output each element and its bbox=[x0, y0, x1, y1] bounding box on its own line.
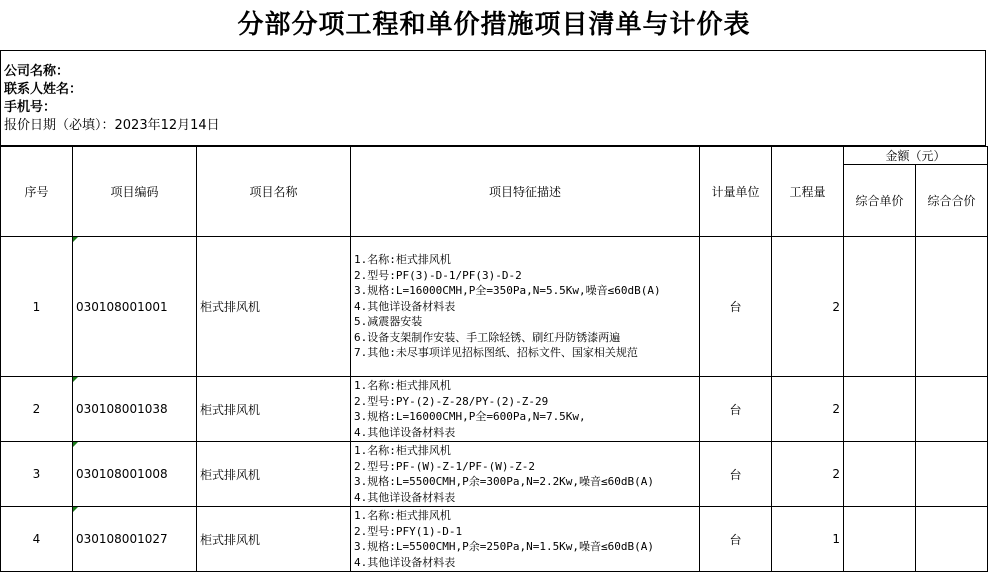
header-total-price: 综合合价 bbox=[916, 165, 988, 237]
row-name: 柜式排风机 bbox=[197, 507, 351, 572]
row-desc: 1.名称:柜式排风机 2.型号:PY-(2)-Z-28/PY-(2)-Z-29 3.规格:L=16000CMH,P全=600Pa,N=7.5Kw, 4.其他详设备材料表 bbox=[351, 377, 700, 442]
row-qty: 2 bbox=[772, 442, 844, 507]
row-total-price[interactable] bbox=[916, 442, 988, 507]
row-unit-price[interactable] bbox=[844, 507, 916, 572]
row-desc: 1.名称:柜式排风机 2.型号:PF(3)-D-1/PF(3)-D-2 3.规格:L=16000CMH,P全=350Pa,N=5.5Kw,噪音≤60dB(A) 4.其他详设备材料表 5.减震器安装 6.设备支架制作安装、手工除轻锈、刷红丹防锈漆两遍 7.其他:未尽事项详见招标图纸、招标文件、国家相关规范 bbox=[351, 237, 700, 377]
row-unit: 台 bbox=[700, 507, 772, 572]
row-unit-price[interactable] bbox=[844, 237, 916, 377]
row-unit: 台 bbox=[700, 237, 772, 377]
row-seq: 2 bbox=[1, 377, 73, 442]
row-name: 柜式排风机 bbox=[197, 442, 351, 507]
row-unit: 台 bbox=[700, 377, 772, 442]
header-amount: 金额（元） bbox=[844, 147, 988, 165]
header-seq: 序号 bbox=[1, 147, 73, 237]
comment-marker-icon bbox=[73, 377, 78, 382]
row-code: 030108001027 bbox=[73, 507, 197, 572]
comment-marker-icon bbox=[73, 507, 78, 512]
header-desc: 项目特征描述 bbox=[351, 147, 700, 237]
row-total-price[interactable] bbox=[916, 237, 988, 377]
quote-date: 报价日期（必填）：2023年12月14日 bbox=[4, 118, 220, 133]
row-code: 030108001008 bbox=[73, 442, 197, 507]
row-total-price[interactable] bbox=[916, 507, 988, 572]
header-name: 项目名称 bbox=[197, 147, 351, 237]
row-seq: 3 bbox=[1, 442, 73, 507]
row-seq: 4 bbox=[1, 507, 73, 572]
page-title: 分部分项工程和单价措施项目清单与计价表 bbox=[237, 10, 751, 40]
header-unit: 计量单位 bbox=[700, 147, 772, 237]
row-desc: 1.名称:柜式排风机 2.型号:PFY(1)-D-1 3.规格:L=5500CMH,P余=250Pa,N=1.5Kw,噪音≤60dB(A) 4.其他详设备材料表 bbox=[351, 507, 700, 572]
row-seq: 1 bbox=[1, 237, 73, 377]
row-unit-price[interactable] bbox=[844, 442, 916, 507]
row-name: 柜式排风机 bbox=[197, 237, 351, 377]
header-code: 项目编码 bbox=[73, 147, 197, 237]
comment-marker-icon bbox=[73, 237, 78, 242]
row-desc: 1.名称:柜式排风机 2.型号:PF-(W)-Z-1/PF-(W)-Z-2 3.规格:L=5500CMH,P余=300Pa,N=2.2Kw,噪音≤60dB(A) 4.其他详设备材料表 bbox=[351, 442, 700, 507]
table-row bbox=[1, 442, 988, 507]
row-code: 030108001038 bbox=[73, 377, 197, 442]
header-unit-price: 综合单价 bbox=[844, 165, 916, 237]
company-label: 公司名称： bbox=[4, 64, 70, 79]
info-block bbox=[0, 50, 986, 146]
row-qty: 1 bbox=[772, 507, 844, 572]
phone-label: 手机号： bbox=[4, 100, 57, 115]
table-row bbox=[1, 507, 988, 572]
row-total-price[interactable] bbox=[916, 377, 988, 442]
bill-table bbox=[0, 146, 988, 572]
row-name: 柜式排风机 bbox=[197, 377, 351, 442]
table-row bbox=[1, 237, 988, 377]
row-unit-price[interactable] bbox=[844, 377, 916, 442]
row-unit: 台 bbox=[700, 442, 772, 507]
row-qty: 2 bbox=[772, 377, 844, 442]
header-qty: 工程量 bbox=[772, 147, 844, 237]
table-row bbox=[1, 377, 988, 442]
comment-marker-icon bbox=[73, 442, 78, 447]
row-qty: 2 bbox=[772, 237, 844, 377]
contact-label: 联系人姓名： bbox=[4, 82, 83, 97]
row-code: 030108001001 bbox=[73, 237, 197, 377]
